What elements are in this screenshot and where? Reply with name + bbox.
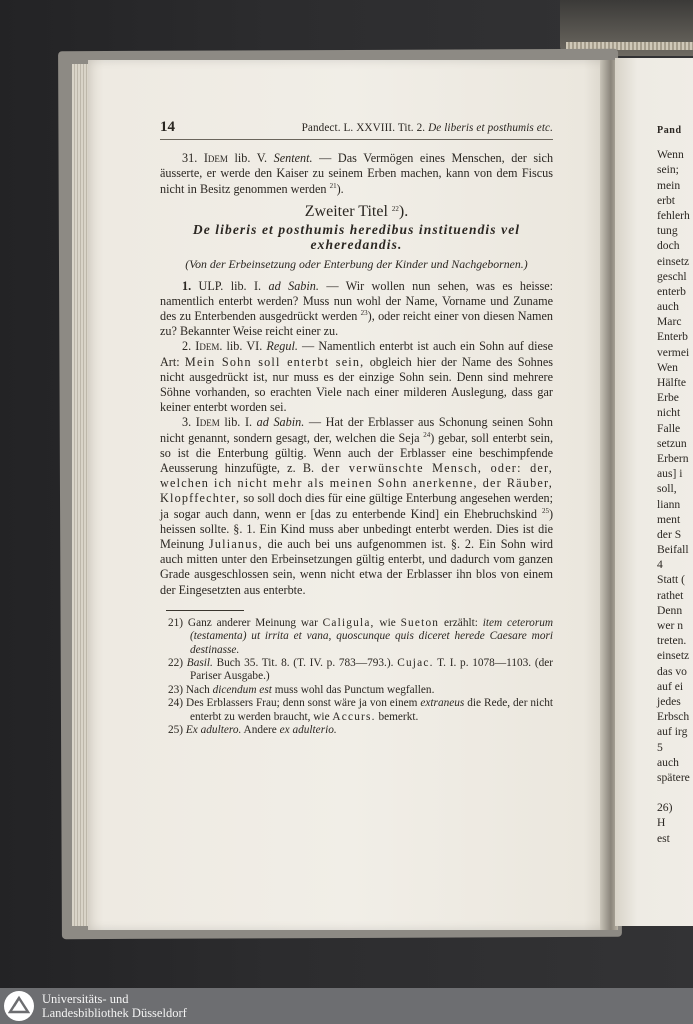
footnotes <box>160 617 553 738</box>
para-text: — Namentlich enterbt ist auch ein Sohn auf diese Art: <box>160 339 554 369</box>
library-footer <box>0 988 693 1024</box>
section-note: (Von der Erbeinsetzung oder Enterbung der Kinder und Nachgebornen.) <box>185 257 528 272</box>
right-page-line: mein <box>657 178 681 192</box>
right-page-line: setzun <box>657 436 687 450</box>
paragraph-31 <box>160 151 553 197</box>
work-title: ad Sabin. <box>268 278 319 293</box>
right-page-line: auch <box>657 755 679 769</box>
right-page-line: nicht <box>657 406 681 420</box>
right-page-line: vermei <box>657 345 690 359</box>
right-page-line: auf ei <box>657 679 684 693</box>
footnote-ref: 24 <box>423 430 431 439</box>
right-page-text <box>657 123 690 846</box>
work-title: Regul. <box>266 339 298 354</box>
fn-text: Buch 35. Tit. 8. (T. IV. p. 783—793.). <box>216 657 394 669</box>
para-text: obgleich hier der Name des Sohnes nicht ausgedrückt ist, nur muss es der einzige Sohn sein. Denn sind mehrere Söhne vorhanden, so erachten Viele nach einer milderen Auslegung, dass gar keiner enterbt worden sei. <box>160 354 554 415</box>
para-text: so soll doch dies für eine gültige Enterbung angesehen werden; ja sogar auch dann, wenn er [das zu enterbende Kind] ein Ehebruchskind <box>160 491 554 521</box>
fn-italic: item ceterorum (testamenta) ut irrita et vana, quoscunque quis diceret herede Caesare mori destinasse. <box>190 616 554 656</box>
right-page-line: auf irg <box>657 725 688 739</box>
fn-italic: Ex adultero. <box>185 724 242 737</box>
fn-italic: dicendum est <box>212 683 272 696</box>
fn-italic: ex adulterio. <box>279 724 337 737</box>
right-page-line: Statt ( <box>657 573 686 587</box>
paragraph-2 <box>160 339 553 415</box>
library-name-line-2: Landesbibliothek Düsseldorf <box>42 1006 187 1020</box>
running-title <box>302 121 553 136</box>
paragraph-1 <box>160 279 553 340</box>
right-page-line: Erbe <box>657 391 679 405</box>
right-page-line: liann <box>657 497 681 511</box>
right-page-line: spätere <box>657 770 690 784</box>
footnote-21 <box>160 617 553 657</box>
footnote-label: 25) <box>168 724 184 737</box>
fn-text: Ganz anderer Meinung war <box>187 616 318 629</box>
fn-italic: Basil. <box>186 657 213 669</box>
right-page-line: fehlerh <box>657 208 690 222</box>
right-page-line: ment <box>657 512 681 526</box>
spaced-text: Mein Sohn soll enterbt sein, <box>184 354 365 369</box>
right-page-line: Erbsch <box>657 710 690 724</box>
footnote-label: 24) <box>168 697 184 710</box>
spaced-text: Caligula, <box>322 616 375 629</box>
right-page-line: rathet <box>657 588 684 602</box>
right-page-line: erbt <box>657 193 676 207</box>
right-page-line: H <box>657 816 666 830</box>
footnote-22 <box>160 657 553 684</box>
running-title-prefix: Pandect. L. XXVIII. Tit. 2. <box>301 122 426 134</box>
para-text: ). <box>336 181 344 196</box>
book-ref: lib. I. <box>230 278 262 293</box>
right-page-line: Wenn <box>657 148 684 162</box>
right-page-line: aus] i <box>657 467 683 481</box>
spaced-text: Sueton <box>400 616 440 629</box>
right-page-line: soll, <box>657 482 677 496</box>
right-page-line: das vo <box>657 664 687 678</box>
paragraph-3 <box>160 415 553 597</box>
right-page-line: Wen <box>657 360 678 374</box>
right-page-line: treten. <box>657 634 687 648</box>
author: Idem. <box>195 339 223 354</box>
footnote-label: 22) <box>168 657 184 669</box>
footnote-rule <box>166 610 244 611</box>
footnote-label: 21) <box>168 616 184 629</box>
spaced-text: der verwünschte Mensch, oder: der, welchen ich nicht mehr als meinen Sohn anerkenne, der Räuber, Klopffechter, <box>160 460 554 506</box>
para-text: ) heissen sollte. §. 1. Ein Kind muss aber unbedingt enterbt werden. Dies ist die Meinung <box>160 506 553 551</box>
para-number: 2. <box>182 339 192 354</box>
para-number: 1. <box>182 278 192 293</box>
footnote-ref: 25 <box>541 506 549 515</box>
para-number: 3. <box>182 415 192 430</box>
fn-text: wie <box>379 616 396 629</box>
right-page-line: einsetz <box>657 649 690 663</box>
right-page-line: enterb <box>657 284 686 298</box>
right-page-line: sein; <box>657 163 679 177</box>
spaced-text: Julianus, <box>208 536 263 551</box>
para-text: — Hat der Erblasser aus Schonung seinen Sohn nicht genannt, sondern gesagt, der, welchen die Seja <box>160 415 553 445</box>
para-text: — Das Vermögen eines Menschen, der sich äusserte, er werde den Kaiser zu seinem Erben machen, kann von dem Fiscus nicht in Besitz genommen werden <box>160 151 554 196</box>
para-number: 31. <box>182 151 198 166</box>
book-ref: lib. I. <box>224 415 253 430</box>
right-page-line: Marc <box>657 315 682 329</box>
footnote-ref: 22 <box>391 204 399 213</box>
right-page-line: Erbern <box>657 451 689 465</box>
fn-text: Nach <box>185 683 210 696</box>
footnote-label: 23) <box>168 683 184 696</box>
right-page-line: Falle <box>657 421 681 435</box>
fn-text: T. I. p. 1078—1103. (der Pariser Ausgabe.) <box>190 657 554 683</box>
right-page-lines <box>657 147 690 846</box>
right-page-line: auch <box>657 300 679 314</box>
fn-italic: extraneus <box>420 697 465 710</box>
library-name[interactable] <box>42 992 187 1021</box>
running-title-italic: De liberis et posthumis etc. <box>428 122 553 134</box>
right-page <box>615 58 693 926</box>
right-page-line: Enterb <box>657 330 688 344</box>
right-page-line: est <box>657 831 670 845</box>
footnote-25 <box>160 724 553 737</box>
running-header <box>160 120 553 140</box>
right-running-title: Pand <box>657 125 682 136</box>
book-ref: lib. VI. <box>226 339 263 354</box>
para-text: ) gebar, soll enterbt sein, so ist die Enterbung gültig. Wenn auch der Erblasser eine beschimpfende Aeusserung hinzufügte, z. B. <box>160 430 554 475</box>
heading-text: ). <box>398 202 409 220</box>
book-cover-top <box>560 0 693 56</box>
right-page-line: Hälfte <box>657 376 686 390</box>
para-text: — Wir wollen nun sehen, was es heisse: namentlich enterbt werden? Muss nun wohl der Name, Vorname und Zuname des zu Enterbenden ausgedrückt werden <box>160 278 554 323</box>
footnote-ref: 23 <box>360 308 368 317</box>
right-page-line: 5 <box>657 740 663 754</box>
library-logo-icon <box>4 991 34 1021</box>
fn-text: die Rede, der nicht enterbt zu werden braucht, wie <box>190 697 553 723</box>
right-page-line: jedes <box>657 694 681 708</box>
right-page-line <box>657 785 690 800</box>
left-page-text <box>160 120 553 737</box>
right-page-line: der S <box>657 527 682 541</box>
work-title: ad Sabin. <box>256 415 305 430</box>
footnote-24 <box>160 697 553 724</box>
right-page-line: einsetz <box>657 254 690 268</box>
fn-text: bemerkt. <box>378 710 419 723</box>
author: Idem <box>203 151 228 166</box>
author: ULP. <box>198 278 224 293</box>
spaced-text: Accurs. <box>332 710 376 723</box>
spaced-text: Cujac. <box>397 657 434 669</box>
section-subtitle: De liberis et posthumis heredibus instituendis vel exheredandis. <box>192 222 521 253</box>
para-text: die auch bei uns aufgenommen ist. §. 2. Ein Sohn wird auch mitten unter den Erbeinsetzungen gültig enterbt, und dadurch vom ganzen Grade ausgeschlossen sein, wenn nicht etwa der Erblasser ihn blos von einem der Eingesetzten aus enterbte. <box>160 536 554 597</box>
right-page-line: wer n <box>657 619 684 633</box>
fn-text: Des Erblassers Frau; denn sonst wäre ja von einem <box>186 697 418 710</box>
footnote-ref: 21 <box>329 181 337 190</box>
right-page-line: Denn <box>657 603 683 617</box>
right-page-line: Beifall <box>657 543 689 557</box>
right-page-line: 26) <box>657 801 673 815</box>
fn-text: erzählt: <box>444 616 478 629</box>
para-text: ), oder reicht einer von diesen Namen zu? Bekannter Weise reicht einer zu. <box>160 308 553 339</box>
author: Idem <box>195 415 220 430</box>
right-page-line: tung <box>657 224 678 238</box>
work-title: Sentent. <box>273 151 313 166</box>
right-page-line: doch <box>657 239 680 253</box>
footnote-23 <box>160 684 553 697</box>
fn-text: Andere <box>243 724 277 737</box>
right-page-line: geschl <box>657 269 687 283</box>
section-heading <box>160 204 553 219</box>
fn-text: muss wohl das Punctum wegfallen. <box>274 683 435 696</box>
page-number: 14 <box>160 119 175 135</box>
right-page-line: 4 <box>657 558 663 572</box>
library-name-line-1: Universitäts- und <box>42 991 129 1006</box>
book-ref: lib. V. <box>234 151 268 166</box>
heading-text: Zweiter Titel <box>304 202 388 220</box>
